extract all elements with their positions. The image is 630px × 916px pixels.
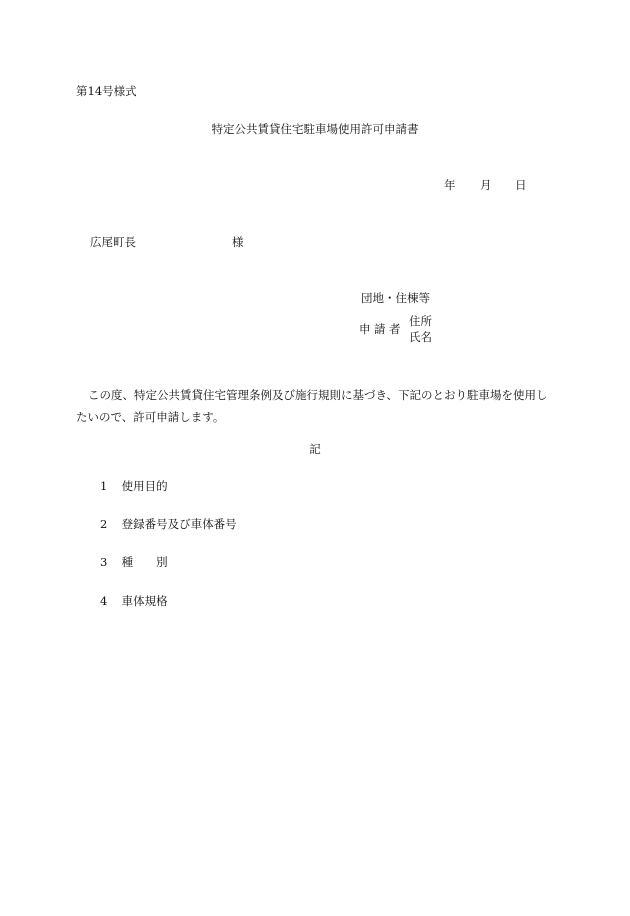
list-item bbox=[100, 519, 237, 531]
ki-heading: 記 bbox=[309, 442, 321, 456]
document-title: 特定公共賃貸住宅駐車場使用許可申請書 bbox=[211, 122, 419, 136]
item-label: 車体規格 bbox=[121, 594, 168, 608]
body-paragraph: この度、特定公共賃貸住宅管理条例及び施行規則に基づき、下記のとおり駐車場を使用したいので、許可申請します。 bbox=[76, 388, 548, 424]
item-label: 使用目的 bbox=[121, 479, 168, 493]
danchi-label: 団地・住棟等 bbox=[361, 291, 430, 305]
list-item bbox=[100, 481, 168, 493]
form-number: 第14号様式 bbox=[76, 84, 137, 98]
applicant-label: 申請者 bbox=[359, 322, 404, 336]
addressee-honorific: 様 bbox=[232, 235, 244, 249]
address-label: 住所 bbox=[409, 314, 432, 328]
item-number: 2 bbox=[100, 517, 108, 531]
item-number: 3 bbox=[100, 555, 108, 569]
addressee-name: 広尾町長 bbox=[90, 235, 136, 249]
date-year-label: 年 bbox=[444, 178, 456, 192]
item-label: 種 別 bbox=[121, 555, 168, 569]
item-number: 1 bbox=[100, 479, 108, 493]
date-month-label: 月 bbox=[480, 178, 492, 192]
date-day-label: 日 bbox=[515, 178, 527, 192]
name-label: 氏名 bbox=[409, 330, 432, 344]
item-label: 登録番号及び車体番号 bbox=[121, 517, 237, 531]
list-item bbox=[100, 596, 168, 608]
item-number: 4 bbox=[100, 594, 108, 608]
list-item bbox=[100, 557, 168, 569]
